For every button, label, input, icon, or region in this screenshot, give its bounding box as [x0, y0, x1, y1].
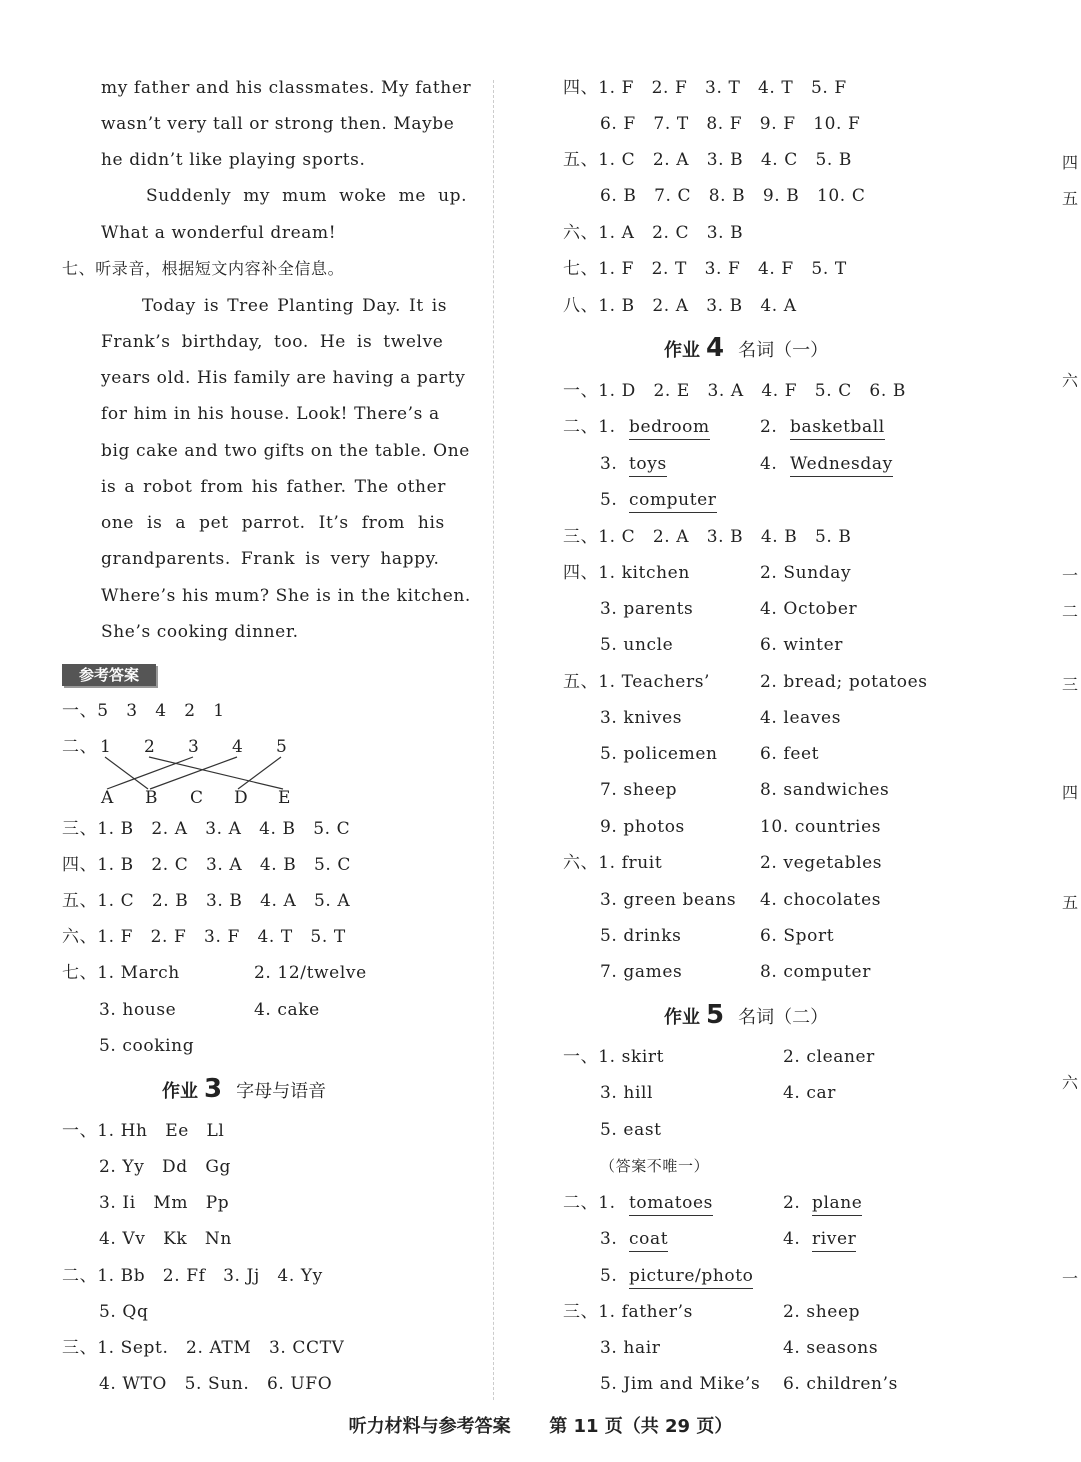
story-line: one is a pet parrot. It’s from his: [101, 513, 445, 533]
margin-mark: 一: [1062, 1269, 1079, 1288]
match-bottom-label: C: [190, 788, 204, 808]
margin-mark: 六: [1062, 371, 1079, 390]
story-line: my father and his classmates. My father: [101, 78, 472, 98]
margin-mark: 四: [1062, 783, 1079, 802]
hw5-q2-answer: plane: [812, 1193, 862, 1216]
hw3-answer-3: 4. WTO 5. Sun. 6. UFO: [99, 1374, 333, 1394]
hw4-q2-label: 2.: [760, 417, 778, 437]
heading-label: 作业: [664, 340, 700, 361]
answer-row: 八、1. B 2. A 3. B 4. A: [563, 296, 797, 316]
hw4-answer-5: 9. photos: [600, 817, 685, 837]
hw4-answer-1: 一、1. D 2. E 3. A 4. F 5. C 6. B: [563, 381, 906, 401]
hw5-answer-1: 一、1. skirt: [563, 1047, 665, 1067]
hw4-q2-answer: toys: [629, 454, 667, 477]
heading-number: 5: [706, 1000, 725, 1030]
answer-7-item: 3. house: [99, 1000, 177, 1020]
hw4-answer-5: 3. knives: [600, 708, 683, 728]
hw4-answer-6: 8. computer: [760, 962, 871, 982]
match-bottom-label: D: [234, 788, 249, 808]
match-line: [150, 757, 237, 789]
heading-title: 名词（二）: [738, 1007, 829, 1028]
hw4-answer-5: 2. bread; potatoes: [760, 672, 928, 692]
hw3-answer-1: 一、1. Hh Ee Ll: [62, 1121, 225, 1141]
answer-6: 六、1. F 2. F 3. F 4. T 5. T: [62, 927, 346, 947]
margin-mark: 五: [1062, 893, 1079, 912]
hw4-answer-5: 8. sandwiches: [760, 780, 890, 800]
hw5-q2-label: 4.: [783, 1229, 801, 1249]
match-top-label: 5: [276, 737, 288, 757]
hw5-answer-3: 三、1. father’s: [563, 1302, 693, 1322]
hw4-answer-6: 6. Sport: [760, 926, 835, 946]
answer-row: 6. B 7. C 8. B 9. B 10. C: [600, 186, 866, 206]
margin-mark: 四: [1062, 153, 1079, 172]
margin-mark: 三: [1062, 675, 1079, 694]
hw5-answer-3: 6. children’s: [783, 1374, 898, 1394]
hw4-q2-answer: computer: [629, 490, 717, 513]
story-line: wasn’t very tall or strong then. Maybe: [101, 114, 455, 134]
heading-title: 字母与语音: [236, 1081, 327, 1102]
answer-7-item: 4. cake: [254, 1000, 320, 1020]
answer-7-item: 5. cooking: [99, 1036, 195, 1056]
story-line: What a wonderful dream!: [101, 223, 337, 243]
hw4-answer-6: 3. green beans: [600, 890, 737, 910]
hw4-answer-4: 2. Sunday: [760, 563, 852, 583]
hw4-answer-5: 五、1. Teachers’: [563, 672, 711, 692]
match-line: [238, 757, 281, 789]
hw5-q2-label: 5.: [600, 1266, 618, 1286]
page-footer: [0, 1412, 1081, 1438]
hw3-answer-2: 二、1. Bb 2. Ff 3. Jj 4. Yy: [62, 1266, 323, 1286]
match-line: [105, 757, 148, 789]
margin-mark: 一: [1062, 566, 1079, 585]
answer-2-label: 二、: [62, 737, 98, 757]
hw5-q2-label: 2.: [783, 1193, 801, 1213]
hw4-q2-label: 3.: [600, 454, 618, 474]
hw4-answer-5: 10. countries: [760, 817, 882, 837]
hw5-answer-3: 2. sheep: [783, 1302, 861, 1322]
story-line: is a robot from his father. The other: [101, 477, 446, 497]
story-line: Frank’s birthday, too. He is twelve: [101, 332, 444, 352]
hw4-answer-4: 4. October: [760, 599, 858, 619]
hw4-answer-5: 7. sheep: [600, 780, 678, 800]
heading-number: 3: [204, 1074, 223, 1104]
hw5-q2-label: 二、1.: [563, 1193, 616, 1213]
hw4-answer-6: 5. drinks: [600, 926, 682, 946]
hw4-answer-6: 4. chocolates: [760, 890, 882, 910]
homework-4-heading: [664, 333, 829, 363]
hw5-answer-3: 4. seasons: [783, 1338, 879, 1358]
hw4-answer-4: 四、1. kitchen: [563, 563, 690, 583]
heading-label: 作业: [664, 1007, 700, 1028]
margin-mark: 六: [1062, 1073, 1079, 1092]
match-bottom-label: A: [101, 788, 114, 808]
match-top-label: 4: [232, 737, 244, 757]
hw4-answer-5: 4. leaves: [760, 708, 842, 728]
hw4-q2-answer: basketball: [790, 417, 885, 440]
answer-row: 五、1. C 2. A 3. B 4. C 5. B: [563, 150, 852, 170]
hw5-answer-1: 3. hill: [600, 1083, 654, 1103]
answer-5: 五、1. C 2. B 3. B 4. A 5. A: [62, 891, 351, 911]
match-top-label: 2: [144, 737, 156, 757]
story-line: big cake and two gifts on the table. One: [101, 441, 470, 461]
hw5-q2-answer: coat: [629, 1229, 668, 1252]
hw3-answer-1: 3. Ii Mm Pp: [99, 1193, 230, 1213]
hw4-answer-4: 3. parents: [600, 599, 694, 619]
hw4-answer-4: 5. uncle: [600, 635, 674, 655]
heading-number: 4: [706, 333, 725, 363]
story-line: Today is Tree Planting Day. It is: [142, 296, 448, 316]
margin-mark: 五: [1062, 189, 1079, 208]
answer-1: 一、5 3 4 2 1: [62, 701, 225, 721]
hw4-answer-5: 5. policemen: [600, 744, 718, 764]
answer-row: 六、1. A 2. C 3. B: [563, 223, 744, 243]
hw5-q2-answer: tomatoes: [629, 1193, 713, 1216]
heading-label: 作业: [162, 1081, 198, 1102]
hw5-answer-1: 5. east: [600, 1120, 662, 1140]
story-line: grandparents. Frank is very happy.: [101, 549, 440, 569]
hw3-answer-1: 4. Vv Kk Nn: [99, 1229, 232, 1249]
hw4-q2-label: 5.: [600, 490, 618, 510]
hw4-answer-4: 6. winter: [760, 635, 843, 655]
hw4-q2-answer: Wednesday: [790, 454, 893, 477]
answer-7-item: 2. 12/twelve: [254, 963, 367, 983]
hw4-answer-6: 2. vegetables: [760, 853, 883, 873]
hw4-answer-6: 六、1. fruit: [563, 853, 663, 873]
hw3-answer-2: 5. Qq: [99, 1302, 149, 1322]
hw4-q2-label: 二、1.: [563, 417, 616, 437]
answer-4: 四、1. B 2. C 3. A 4. B 5. C: [62, 855, 351, 875]
hw4-answer-5: 6. feet: [760, 744, 820, 764]
hw3-answer-3: 三、1. Sept. 2. ATM 3. CCTV: [62, 1338, 345, 1358]
match-bottom-label: E: [278, 788, 292, 808]
section-7-title: 七、听录音，根据短文内容补全信息。: [62, 259, 345, 278]
answer-3: 三、1. B 2. A 3. A 4. B 5. C: [62, 819, 351, 839]
heading-title: 名词（一）: [738, 340, 829, 361]
footer-title: 听力材料与参考答案: [348, 1416, 511, 1437]
hw5-q2-answer: picture/photo: [629, 1266, 753, 1289]
story-line: Where’s his mum? She is in the kitchen.: [101, 586, 471, 606]
answer-row: 七、1. F 2. T 3. F 4. F 5. T: [563, 259, 847, 279]
match-line: [107, 757, 193, 789]
match-top-label: 1: [100, 737, 112, 757]
story-line: he didn’t like playing sports.: [101, 150, 366, 170]
hw5-answer-3: 3. hair: [600, 1338, 661, 1358]
story-line: Suddenly my mum woke me up.: [146, 186, 468, 206]
match-line: [149, 757, 283, 789]
answer-row: 四、1. F 2. F 3. T 4. T 5. F: [563, 78, 847, 98]
story-line: She’s cooking dinner.: [101, 622, 299, 642]
hw4-answer-3: 三、1. C 2. A 3. B 4. B 5. B: [563, 527, 852, 547]
hw3-answer-1: 2. Yy Dd Gg: [99, 1157, 232, 1177]
hw4-q2-label: 4.: [760, 454, 778, 474]
answer-key-badge: 参考答案: [62, 664, 156, 686]
match-top-label: 3: [188, 737, 200, 757]
match-bottom-label: B: [145, 788, 159, 808]
margin-mark: 二: [1062, 602, 1079, 621]
hw5-answer-1: 4. car: [783, 1083, 837, 1103]
homework-3-heading: [162, 1074, 327, 1104]
hw4-answer-6: 7. games: [600, 962, 683, 982]
page-number: 第 11 页（共 29 页）: [549, 1416, 733, 1437]
answer-7-item: 七、1. March: [62, 963, 180, 983]
hw5-q2-label: 3.: [600, 1229, 618, 1249]
hw4-q2-answer: bedroom: [629, 417, 710, 440]
hw5-q2-answer: river: [812, 1229, 856, 1252]
answer-row: 6. F 7. T 8. F 9. F 10. F: [600, 114, 861, 134]
column-divider: [493, 80, 494, 1400]
hw5-note: （答案不唯一）: [600, 1157, 710, 1175]
hw5-answer-1: 2. cleaner: [783, 1047, 875, 1067]
story-line: years old. His family are having a party: [101, 368, 466, 388]
story-line: for him in his house. Look! There’s a: [101, 404, 440, 424]
hw5-answer-3: 5. Jim and Mike’s: [600, 1374, 761, 1394]
homework-5-heading: [664, 1000, 829, 1030]
